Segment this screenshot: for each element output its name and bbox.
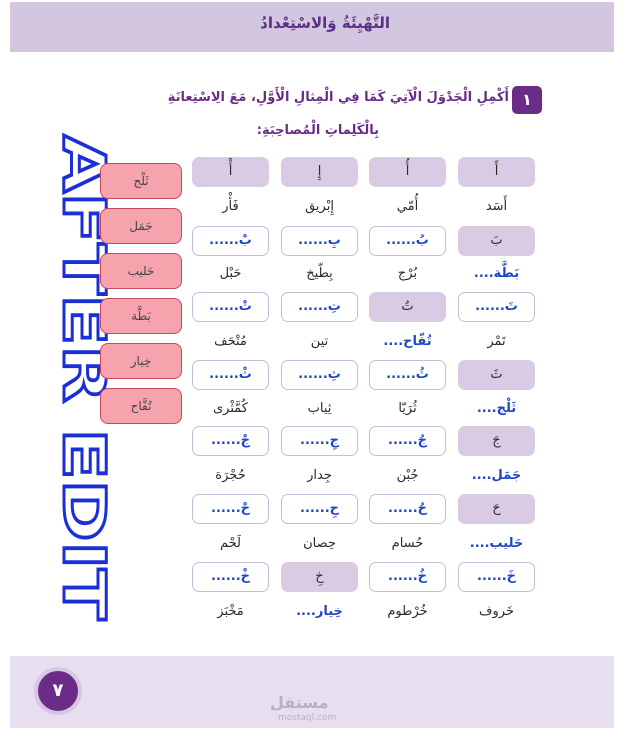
table-cell: جَ [458, 426, 535, 456]
answer-blank-cell[interactable]: ثِ...... [281, 360, 358, 390]
answer-blank-cell[interactable]: حْ...... [192, 494, 269, 524]
instruction-line-1: أَكْمِلِ الْجَدْوَلَ الْآتِيَ كَمَا فِي الْمِثالِ الْأَوَّلِ، مَعَ الِاسْتِعانَةِ [167, 90, 509, 105]
answer-blank-cell[interactable]: ثُ...... [369, 360, 446, 390]
exercise-number-badge: ١ [512, 86, 542, 114]
answer-blank-cell[interactable]: جْ...... [192, 426, 269, 456]
table-header-cell: أَ [458, 157, 535, 187]
table-cell: خَروف [458, 597, 535, 627]
table-header-cell: إِ [281, 157, 358, 187]
word-bank-item: جَمَل [100, 208, 182, 244]
word-bank-item: ثَلْج [100, 163, 182, 199]
answer-blank-cell[interactable]: تِ...... [281, 292, 358, 322]
word-bank-item: حَليب [100, 253, 182, 289]
table-cell: جُبْن [369, 461, 446, 491]
table-cell: إِبْريق [281, 192, 358, 222]
answer-blank-cell[interactable]: جُ...... [369, 426, 446, 456]
table-cell: تين [281, 327, 358, 357]
table-cell: لَحْم [192, 529, 269, 559]
answer-blank-cell[interactable]: حِ...... [281, 494, 358, 524]
page-number-badge: ٧ [34, 667, 82, 715]
table-cell: خِ [281, 562, 358, 592]
instruction-line-2: بِالْكَلِماتِ الْمُصاحِبَةِ: [256, 123, 379, 138]
answer-blank-cell[interactable]: تْ...... [192, 292, 269, 322]
table-cell: تُ [369, 292, 446, 322]
table-cell: خِيار.... [281, 597, 358, 627]
word-bank [100, 163, 182, 433]
answer-blank-cell[interactable]: خُ...... [369, 562, 446, 592]
table-cell: ثَلْج.... [458, 394, 535, 424]
table-cell: حَ [458, 494, 535, 524]
table-cell: بِطّيخ [281, 259, 358, 289]
answer-blank-cell[interactable]: ثْ...... [192, 360, 269, 390]
word-bank-item: تُفَّاح [100, 388, 182, 424]
answer-blank-cell[interactable]: حُ...... [369, 494, 446, 524]
mostaql-logo: مستقل [270, 693, 329, 712]
answer-blank-cell[interactable]: تَ...... [458, 292, 535, 322]
table-cell: أَسَد [458, 192, 535, 222]
table-cell: حَبْل [192, 259, 269, 289]
word-bank-item: بَطَّة [100, 298, 182, 334]
table-cell: حُجْرَة [192, 461, 269, 491]
table-cell: حَليب.... [458, 529, 535, 559]
watermark-text: AFTER EDIT [50, 135, 118, 513]
table-cell: ثَ [458, 360, 535, 390]
table-cell: جَمَل.... [458, 461, 535, 491]
answer-blank-cell[interactable]: خْ...... [192, 562, 269, 592]
table-cell: تَمْر [458, 327, 535, 357]
answer-blank-cell[interactable]: خَ...... [458, 562, 535, 592]
table-cell: مَخْبَز [192, 597, 269, 627]
table-cell: فَأْر [192, 192, 269, 222]
table-header-cell: أْ [192, 157, 269, 187]
mostaql-url: mostaql.com [278, 713, 337, 723]
answer-blank-cell[interactable]: بْ...... [192, 226, 269, 256]
table-cell: خُرْطوم [369, 597, 446, 627]
table-cell: ثِياب [281, 394, 358, 424]
table-cell: بَ [458, 226, 535, 256]
table-cell: أُمّي [369, 192, 446, 222]
table-header-cell: أُ [369, 157, 446, 187]
after-edit-watermark [4, 105, 118, 595]
word-bank-item: خِيار [100, 343, 182, 379]
table-cell: تُفّاح.... [369, 327, 446, 357]
answer-blank-cell[interactable]: جِ...... [281, 426, 358, 456]
table-cell: حِصان [281, 529, 358, 559]
table-cell: ثُرَيّا [369, 394, 446, 424]
table-cell: مُتْحَف [192, 327, 269, 357]
section-title: التَّهْيِئَةُ وَالاسْتِعْدادُ [260, 14, 390, 32]
table-cell: جِدار [281, 461, 358, 491]
table-cell: بَطَّة.... [458, 259, 535, 289]
answer-blank-cell[interactable]: بُ...... [369, 226, 446, 256]
table-cell: كُمَّثْرى [192, 394, 269, 424]
table-cell: حُسام [369, 529, 446, 559]
answer-blank-cell[interactable]: بِ...... [281, 226, 358, 256]
table-cell: بُرْج [369, 259, 446, 289]
